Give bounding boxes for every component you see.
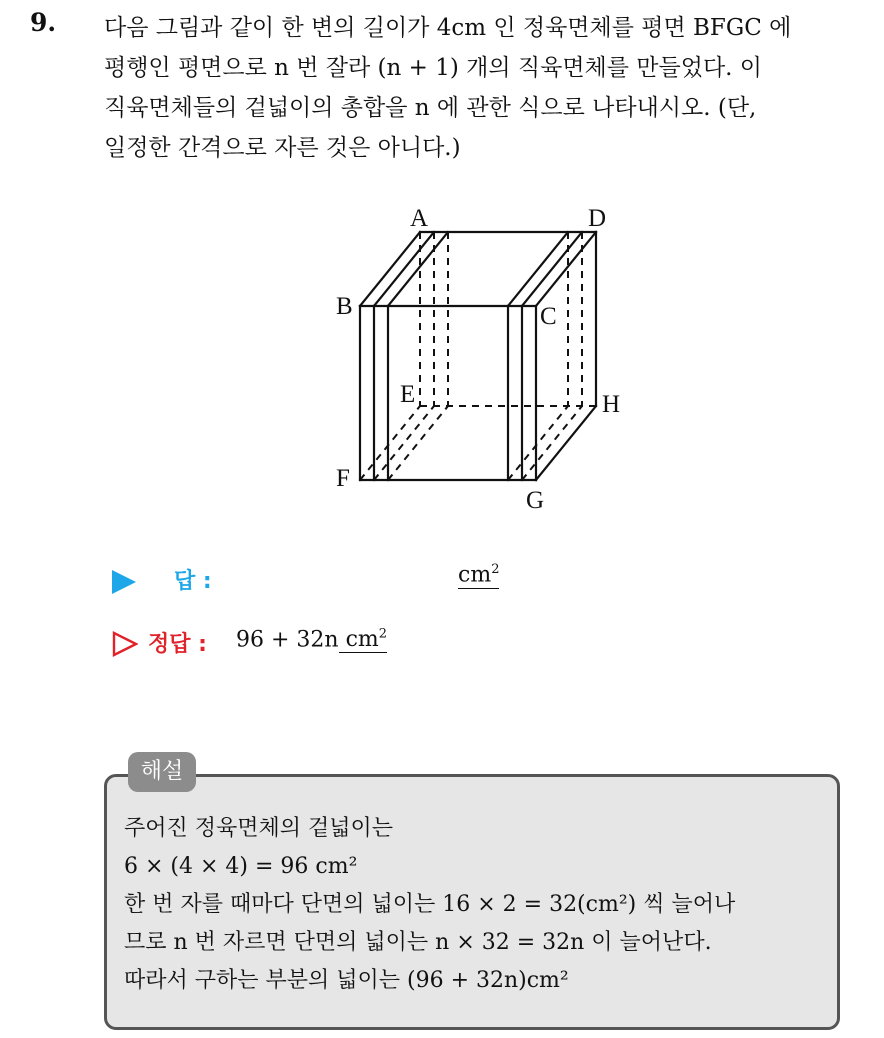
vertex-label-C: C [540,303,557,330]
edge-BA [360,232,420,306]
question-number: 9. [30,8,57,37]
hidden-edge-FE [360,406,420,480]
explanation-line: 6 × (4 × 4) = 96 cm² [124,854,358,879]
question-text [104,8,864,168]
vertex-label-G: G [526,487,545,514]
correct-answer-label: 정답 : [148,632,207,657]
explanation-text [124,810,834,1000]
vertex-label-A: A [410,205,429,232]
hidden-cut-left [388,406,448,480]
cut-top-left [388,232,448,306]
cut-top-right [522,232,582,306]
correct-answer-value [236,627,387,652]
cube-diagram [320,190,640,520]
edge-CD [536,232,596,306]
hidden-cut-right [508,406,568,480]
answer-blank[interactable] [458,562,499,589]
vertex-label-H: H [602,391,621,418]
explanation-line: 한 번 자를 때마다 단면의 넓이는 16 × 2 = 32(cm²) 씩 늘어나 [124,892,736,917]
answer-label: 답 : [174,569,212,594]
explanation-line: 따라서 구하는 부분의 넓이는 (96 + 32n)cm² [124,968,569,993]
question-line: 직육면체들의 겉넓이의 총합을 n 에 관한 식으로 나타내시오. (단, [104,95,757,121]
correct-answer-row [112,625,812,665]
correct-answer-unit: $cm^2$ [339,627,387,653]
answer-unit-exponent: 2 [491,562,500,577]
answer-row [112,562,812,602]
question-line: 일정한 간격으로 자른 것은 아니다.) [104,135,461,161]
explanation-tag: 해설 [128,752,196,792]
cut-top-right [508,232,568,306]
hidden-cut-left [374,406,434,480]
hidden-cut-right [522,406,582,480]
vertex-label-F: F [336,465,350,492]
question-line: 다음 그림과 같이 한 변의 길이가 4cm 인 정육면체를 평면 BFGC 에 [104,15,792,41]
explanation-line: 므로 n 번 자르면 단면의 넓이는 n × 32 = 32n 이 늘어난다. [124,930,712,955]
edge-GH [536,406,596,480]
vertex-label-E: E [400,381,416,408]
cube-figure [320,190,640,520]
outline-triangle-icon [112,631,138,657]
explanation-line: 주어진 정육면체의 겉넓이는 [124,816,394,841]
cut-top-left [374,232,434,306]
answer-unit: cm [458,562,492,588]
question-line: 평행인 평면으로 n 번 잘라 (n + 1) 개의 직육면체를 만들었다. 이 [104,55,763,81]
vertex-label-D: D [588,205,607,232]
correct-answer-expression: 96 + 32n [236,627,339,653]
play-triangle-icon [112,570,136,594]
vertex-label-B: B [336,293,353,320]
